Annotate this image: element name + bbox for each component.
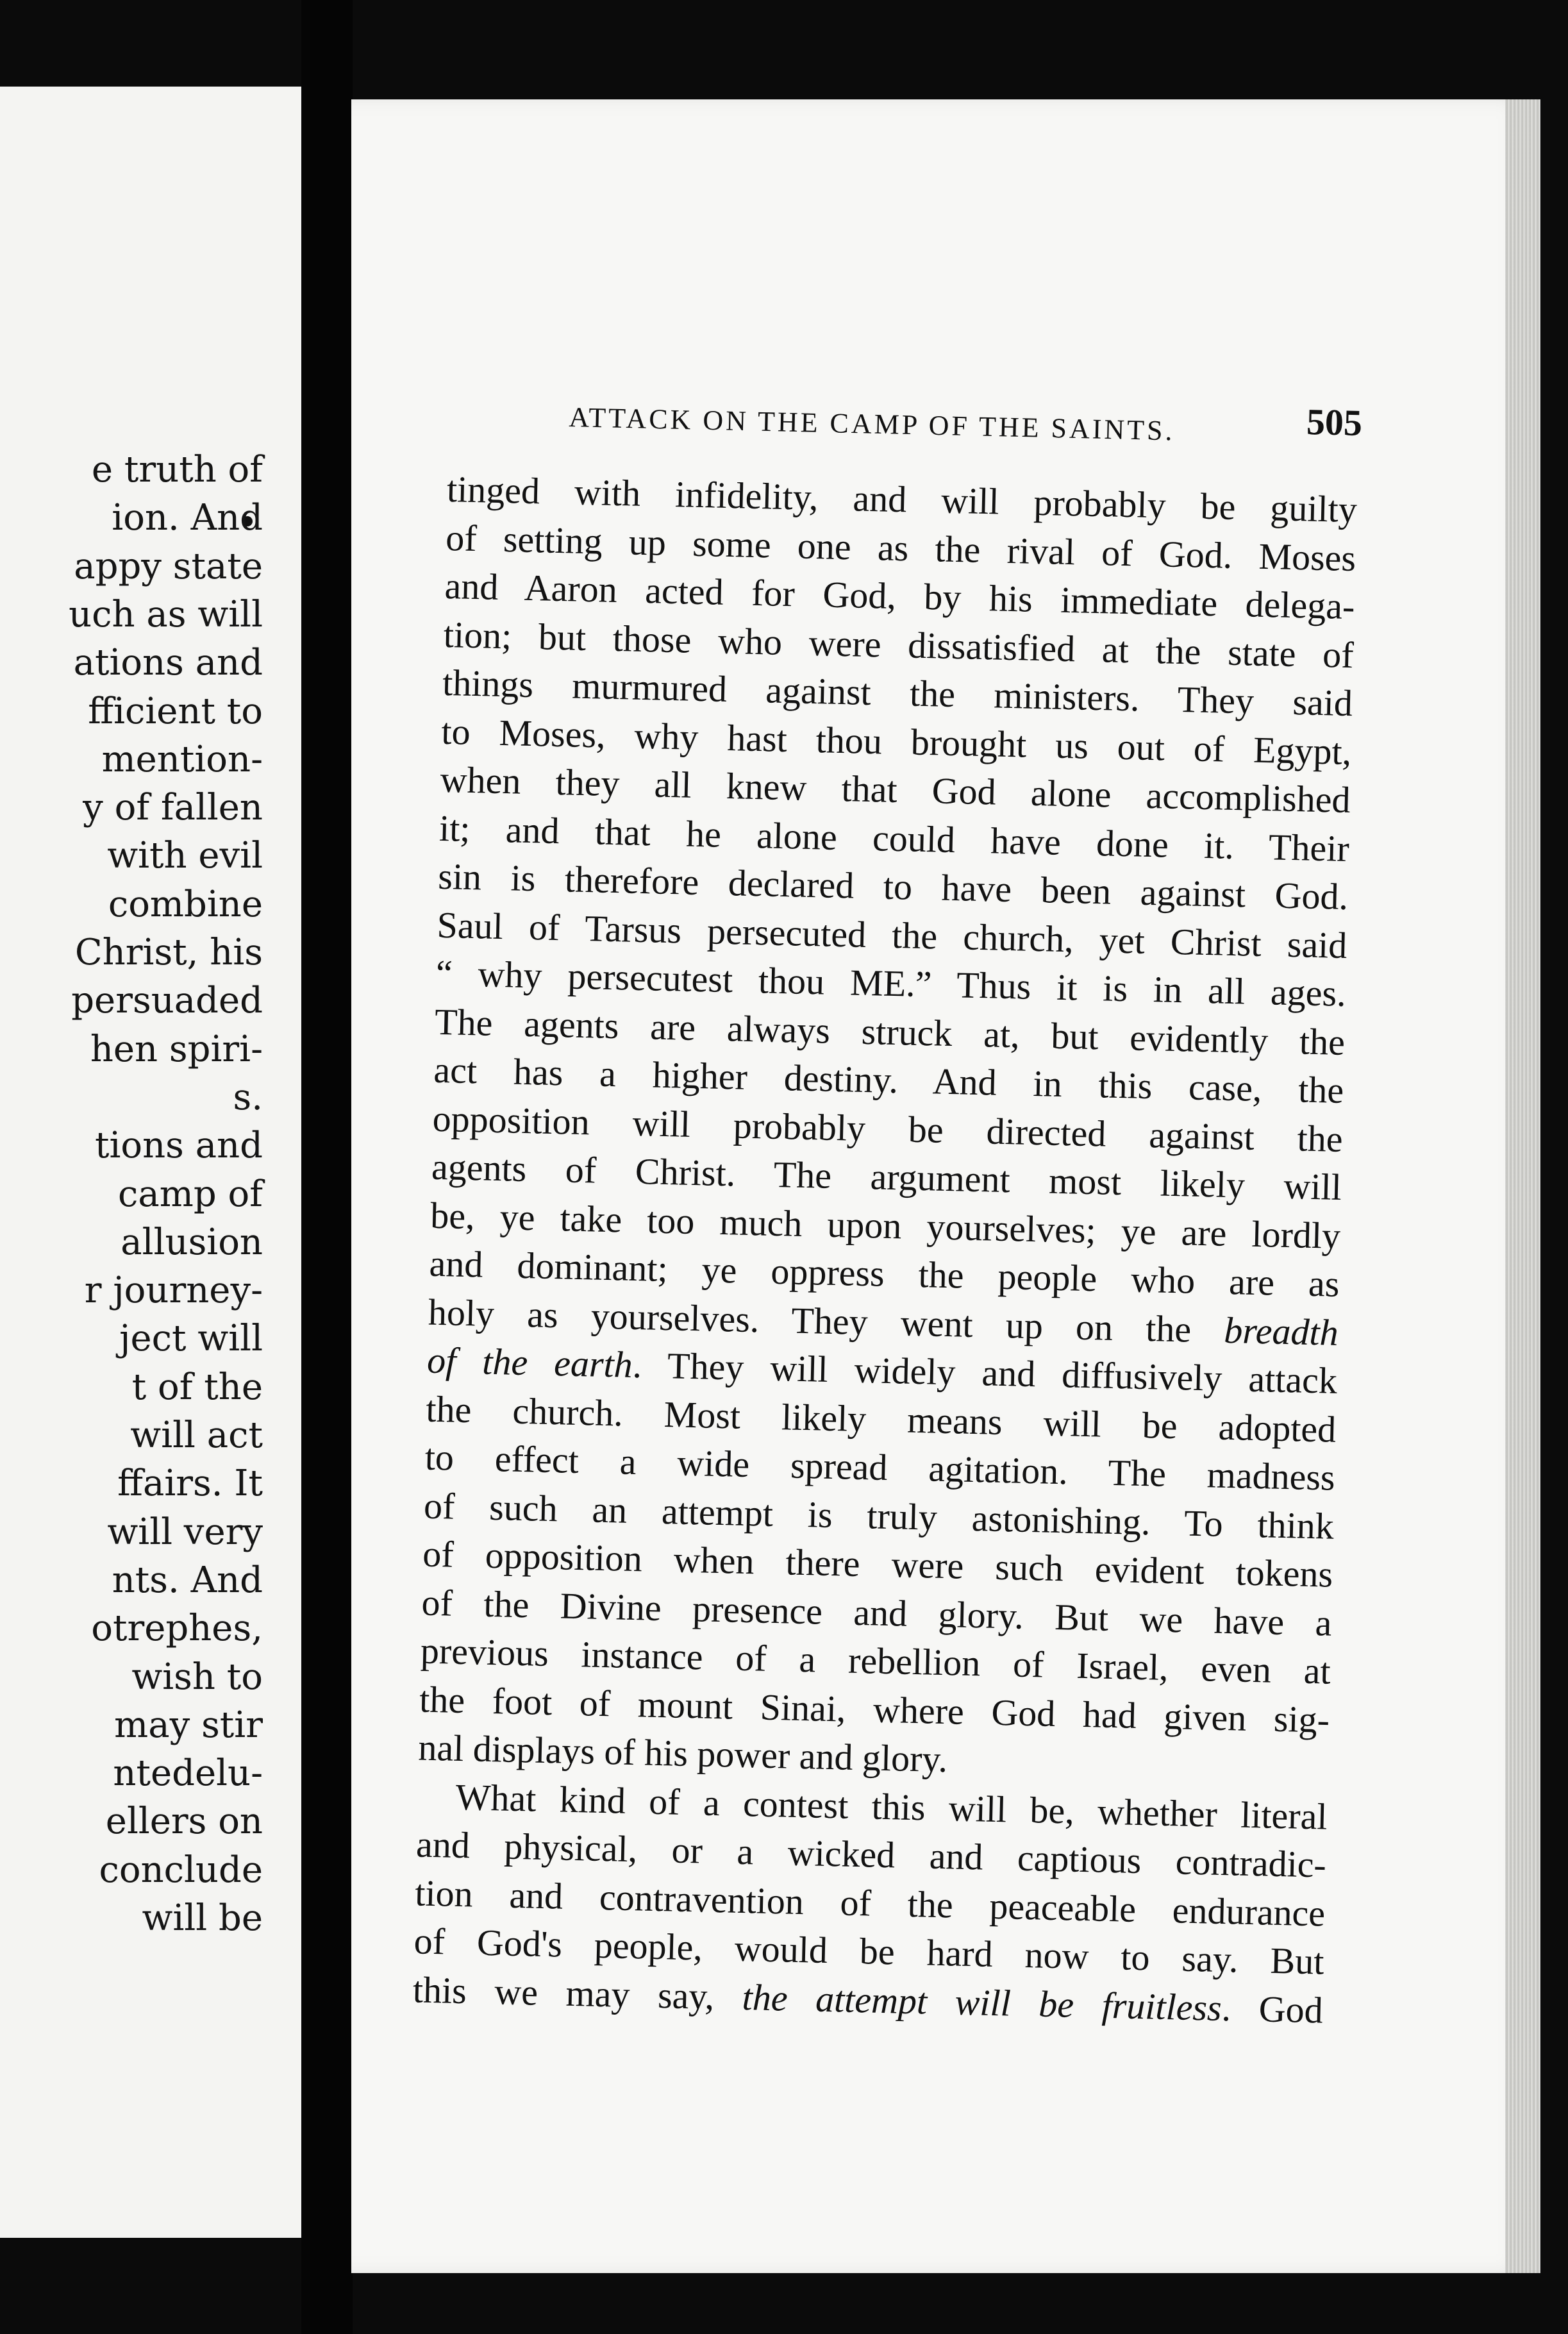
previous-page-line: ntedelu- (113, 1752, 263, 1795)
previous-page-line: t of the (131, 1366, 263, 1408)
small-caps-word: ME (849, 961, 906, 1005)
body-text-line: and physical, or a wicked and captious contradic- (415, 1823, 1327, 1886)
italic-phrase: breadth (1223, 1309, 1339, 1354)
body-text-line: tion and contravention of the peaceable endurance (414, 1871, 1326, 1935)
body-text-line: when they all knew that God alone accomplished (440, 758, 1351, 821)
body-text-line: of opposition when there were such evident tokens (422, 1532, 1333, 1595)
italic-phrase: the attempt will be fruitless (742, 1976, 1222, 2029)
previous-page-line: y of fallen (83, 787, 263, 829)
previous-page (0, 87, 301, 2238)
body-text-line: The agents are always struck at, but evidently the (434, 1000, 1346, 1063)
previous-page-line: nts. And (112, 1559, 263, 1601)
previous-page-line: hen spiri- (90, 1028, 263, 1070)
previous-page-line: ion. And (112, 497, 263, 539)
body-text-line: to Moses, why hast thou brought us out of Egypt, (440, 710, 1352, 773)
body-text-line: Saul of Tarsus persecuted the church, yet Christ said (436, 903, 1348, 966)
running-head: ATTACK ON THE CAMP OF THE SAINTS. (568, 401, 1176, 447)
body-text-line: and dominant; ye oppress the people who are as (429, 1242, 1340, 1305)
body-text-line: and Aaron acted for God, by his immediate delega- (444, 564, 1356, 628)
previous-page-line: s. (233, 1076, 263, 1118)
book-gutter (301, 0, 353, 2334)
body-text-line: it; and that he alone could have done it. Their (438, 807, 1350, 869)
body-text-line: of setting up some one as the rival of God. Moses (445, 516, 1356, 579)
previous-page-line: may stir (114, 1704, 263, 1746)
body-text-line: What kind of a contest this will be, whether literal (455, 1776, 1328, 1838)
body-text-line: the church. Most likely means will be adopted (425, 1388, 1337, 1450)
previous-page-line: combine (108, 883, 263, 925)
previous-page-line: appy state (74, 545, 263, 587)
previous-page-line: tions and (94, 1125, 263, 1167)
body-text-line: opposition will probably be directed against the (432, 1097, 1344, 1160)
previous-page-line: camp of (118, 1173, 263, 1215)
italic-phrase: of the earth (426, 1339, 633, 1386)
previous-page-line: Christ, his (74, 932, 263, 973)
previous-page-line: e truth of (91, 449, 263, 491)
previous-page-line: conclude (99, 1849, 263, 1891)
body-text (412, 465, 1357, 2035)
body-text-line: act has a higher destiny. And in this case, the (433, 1048, 1344, 1111)
previous-page-line: ject will (119, 1318, 263, 1360)
body-text-line: tion; but those who were dissatisfied at the state of (443, 613, 1355, 676)
previous-page-line: will act (130, 1415, 263, 1456)
previous-page-line: r journey- (84, 1270, 263, 1312)
previous-page-line: mention- (101, 738, 263, 780)
body-text-line: sin is therefore declared to have been against God. (437, 855, 1349, 918)
previous-page-line: uch as will (69, 593, 263, 635)
body-text-line: this we may say, the attempt will be fruitless. God (412, 1968, 1324, 2031)
body-text-line: “ why persecutest thou ME.” Thus it is in all ages. (435, 952, 1347, 1015)
body-text-line: of the earth. They will widely and diffusively attack (426, 1339, 1338, 1402)
body-text-line: tinged with infidelity, and will probably be guilty (446, 467, 1358, 531)
previous-page-line: fficient to (88, 690, 263, 732)
body-text-line: of God's people, would be hard now to say. But (413, 1920, 1325, 1983)
previous-page-line: wish to (131, 1656, 263, 1698)
previous-page-line: will be (142, 1897, 263, 1939)
previous-page-line: with evil (107, 835, 263, 877)
body-text-line: of such an attempt is truly astonishing. To think (423, 1484, 1335, 1547)
previous-page-line: ellers on (105, 1801, 263, 1843)
page-edge (1505, 99, 1540, 2273)
body-text-line: things murmured against the ministers. They said (442, 661, 1353, 725)
body-text-line: nal displays of his power and glory. (417, 1726, 948, 1781)
body-text-line: to effect a wide spread agitation. The madness (424, 1436, 1336, 1499)
previous-page-line: allusion (121, 1221, 263, 1263)
previous-page-line: ffairs. It (117, 1463, 263, 1505)
body-text-line: agents of Christ. The argument most likely will (431, 1145, 1342, 1208)
previous-page-line: will very (107, 1511, 263, 1553)
previous-page-line: persuaded (71, 980, 263, 1022)
previous-page-line: otrephes, (91, 1608, 263, 1650)
body-text-line: be, ye take too much upon yourselves; ye are lordly (430, 1194, 1341, 1257)
body-text-line: of the Divine presence and glory. But we have a (421, 1581, 1333, 1644)
body-text-line: previous instance of a rebellion of Israel, even at (420, 1629, 1331, 1692)
body-text-line: the foot of mount Sinai, where God had given sig- (419, 1678, 1330, 1741)
previous-page-line: ations and (73, 642, 263, 684)
body-text-line: holy as yourselves. They went up on the breadth (428, 1291, 1339, 1354)
current-page (351, 99, 1540, 2273)
page-number: 505 (1306, 401, 1363, 444)
